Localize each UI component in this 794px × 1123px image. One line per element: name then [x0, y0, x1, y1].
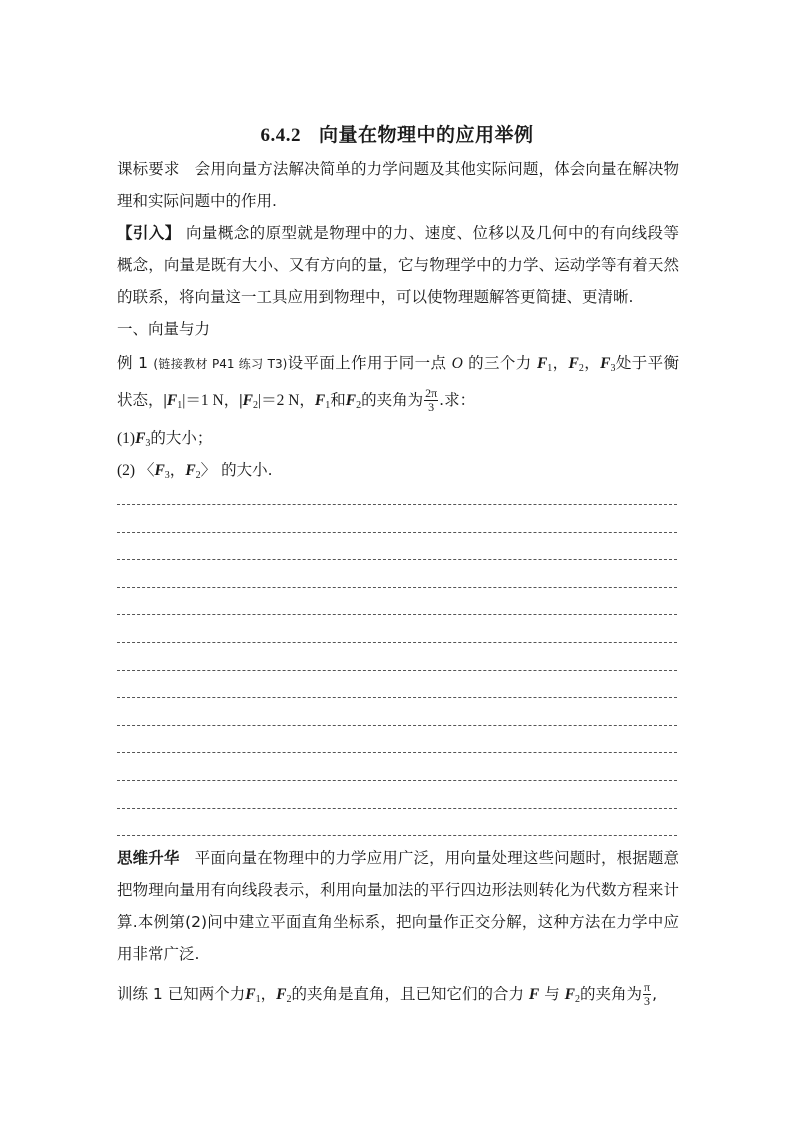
answer-line	[117, 670, 677, 671]
subscript: 2	[574, 994, 580, 1005]
training-text: 已知两个力	[167, 985, 246, 1003]
example-text: .求：	[439, 391, 476, 409]
answer-line	[117, 835, 677, 836]
subscript: 3	[610, 363, 616, 374]
point-o: O	[451, 355, 463, 372]
angle-fraction	[424, 387, 438, 414]
answer-line	[117, 614, 677, 615]
answer-line	[117, 587, 677, 588]
fraction-numerator: 2π	[425, 386, 438, 400]
vector-f2: F	[568, 355, 579, 372]
answer-line	[117, 697, 677, 698]
example-text: 处于平衡状态，	[117, 354, 679, 409]
example-text: 的夹角为	[361, 391, 424, 409]
subscript: 2	[578, 363, 584, 374]
example-text: 设平面上作用于同一点	[287, 354, 447, 372]
magnitude-f2: |F	[239, 392, 253, 409]
punct: ，	[583, 354, 601, 372]
question-1	[117, 422, 679, 455]
magnitude-value: |＝2 N，	[257, 392, 315, 409]
angle-fraction	[643, 981, 651, 1008]
training-text: 的夹角是直角，且已知它们的合力	[291, 985, 524, 1003]
vector-f2: F	[345, 392, 357, 409]
question-text: 〉 的大小.	[200, 461, 273, 479]
fraction-denominator: 3	[644, 994, 651, 1008]
training-label: 训练 1	[117, 985, 163, 1003]
subscript: 2	[252, 400, 258, 411]
subscript: 1	[547, 363, 553, 374]
answer-area[interactable]	[117, 504, 677, 863]
section-title: 向量在物理中的应用举例	[318, 124, 534, 146]
training-text: 的夹角为	[579, 985, 642, 1003]
question-2	[117, 454, 679, 487]
vector-f1: F	[245, 986, 256, 1003]
section-number: 6.4.2	[260, 125, 301, 146]
summary-text: 平面向量在物理中的力学应用广泛，用向量处理这些问题时，根据题意把物理向量用有向线段表示，利用向量加法的平行四边形法则转化为代数方程来计算.本例第(2)问中建立平面直角坐标系，把向量作正交分解，这种方法在力学中应用非常广泛.	[117, 849, 679, 963]
vector-f1: F	[314, 392, 326, 409]
answer-line	[117, 780, 677, 781]
subscript: 2	[195, 470, 201, 481]
vector-f2: F	[185, 462, 196, 479]
subscript: 1	[325, 400, 331, 411]
intro-label: 【引入】	[117, 224, 181, 242]
training-text: 与	[544, 985, 560, 1003]
summary-label: 思维升华	[117, 849, 180, 867]
textbook-link-note: (链接教材 P41 练习 T3)	[153, 357, 288, 371]
question-text: 的大小；	[150, 429, 213, 447]
question-number: (2) 〈	[117, 462, 155, 479]
subscript: 1	[255, 994, 261, 1005]
answer-line	[117, 559, 677, 560]
magnitude-f1: |F	[163, 392, 178, 409]
vector-f3: F	[154, 462, 165, 479]
section-heading-text: 一、向量与力	[117, 320, 211, 338]
standard-label: 课标要求	[117, 160, 180, 178]
curriculum-standard	[117, 153, 679, 217]
vector-f2: F	[564, 986, 575, 1003]
punct: ，	[169, 461, 186, 479]
subscript: 1	[177, 400, 183, 411]
vector-f1: F	[536, 355, 548, 372]
subscript: 2	[286, 994, 292, 1005]
section-heading	[117, 313, 679, 345]
intro-text: 向量概念的原型就是物理中的力、速度、位移以及几何中的有向线段等概念，向量是既有大小、又有方向的量，它与物理学中的力学、运动学等有着天然的联系，将向量这一工具应用到物理中，可以使物理题解答更简捷、更清晰.	[117, 224, 679, 306]
question-number: (1)	[117, 430, 136, 447]
vector-f3: F	[135, 430, 146, 447]
magnitude-value: |＝1 N，	[182, 392, 240, 409]
answer-line	[117, 808, 677, 809]
subscript: 2	[356, 400, 362, 411]
fraction-numerator: π	[644, 980, 651, 994]
page-title	[0, 120, 794, 147]
answer-line	[117, 642, 677, 643]
punct: ，	[260, 985, 277, 1003]
subscript: 3	[145, 438, 151, 449]
example-label: 例 1	[117, 354, 149, 372]
punct: ,	[652, 985, 657, 1003]
vector-f3: F	[600, 355, 611, 372]
training-1	[117, 978, 679, 1011]
vector-f: F	[528, 986, 540, 1003]
introduction	[117, 217, 679, 313]
thinking-summary	[117, 842, 679, 970]
answer-line	[117, 725, 677, 726]
vector-f2: F	[276, 986, 287, 1003]
example-1	[117, 345, 679, 419]
subscript: 3	[164, 470, 170, 481]
standard-text: 会用向量方法解决简单的力学问题及其他实际问题，体会向量在解决物理和实际问题中的作用.	[117, 160, 679, 210]
example-text: 和	[330, 391, 346, 409]
answer-line	[117, 532, 677, 533]
answer-line	[117, 752, 677, 753]
punct: ，	[552, 354, 569, 372]
answer-line	[117, 504, 677, 505]
example-text: 的三个力	[468, 354, 532, 372]
fraction-denominator: 3	[428, 400, 435, 414]
